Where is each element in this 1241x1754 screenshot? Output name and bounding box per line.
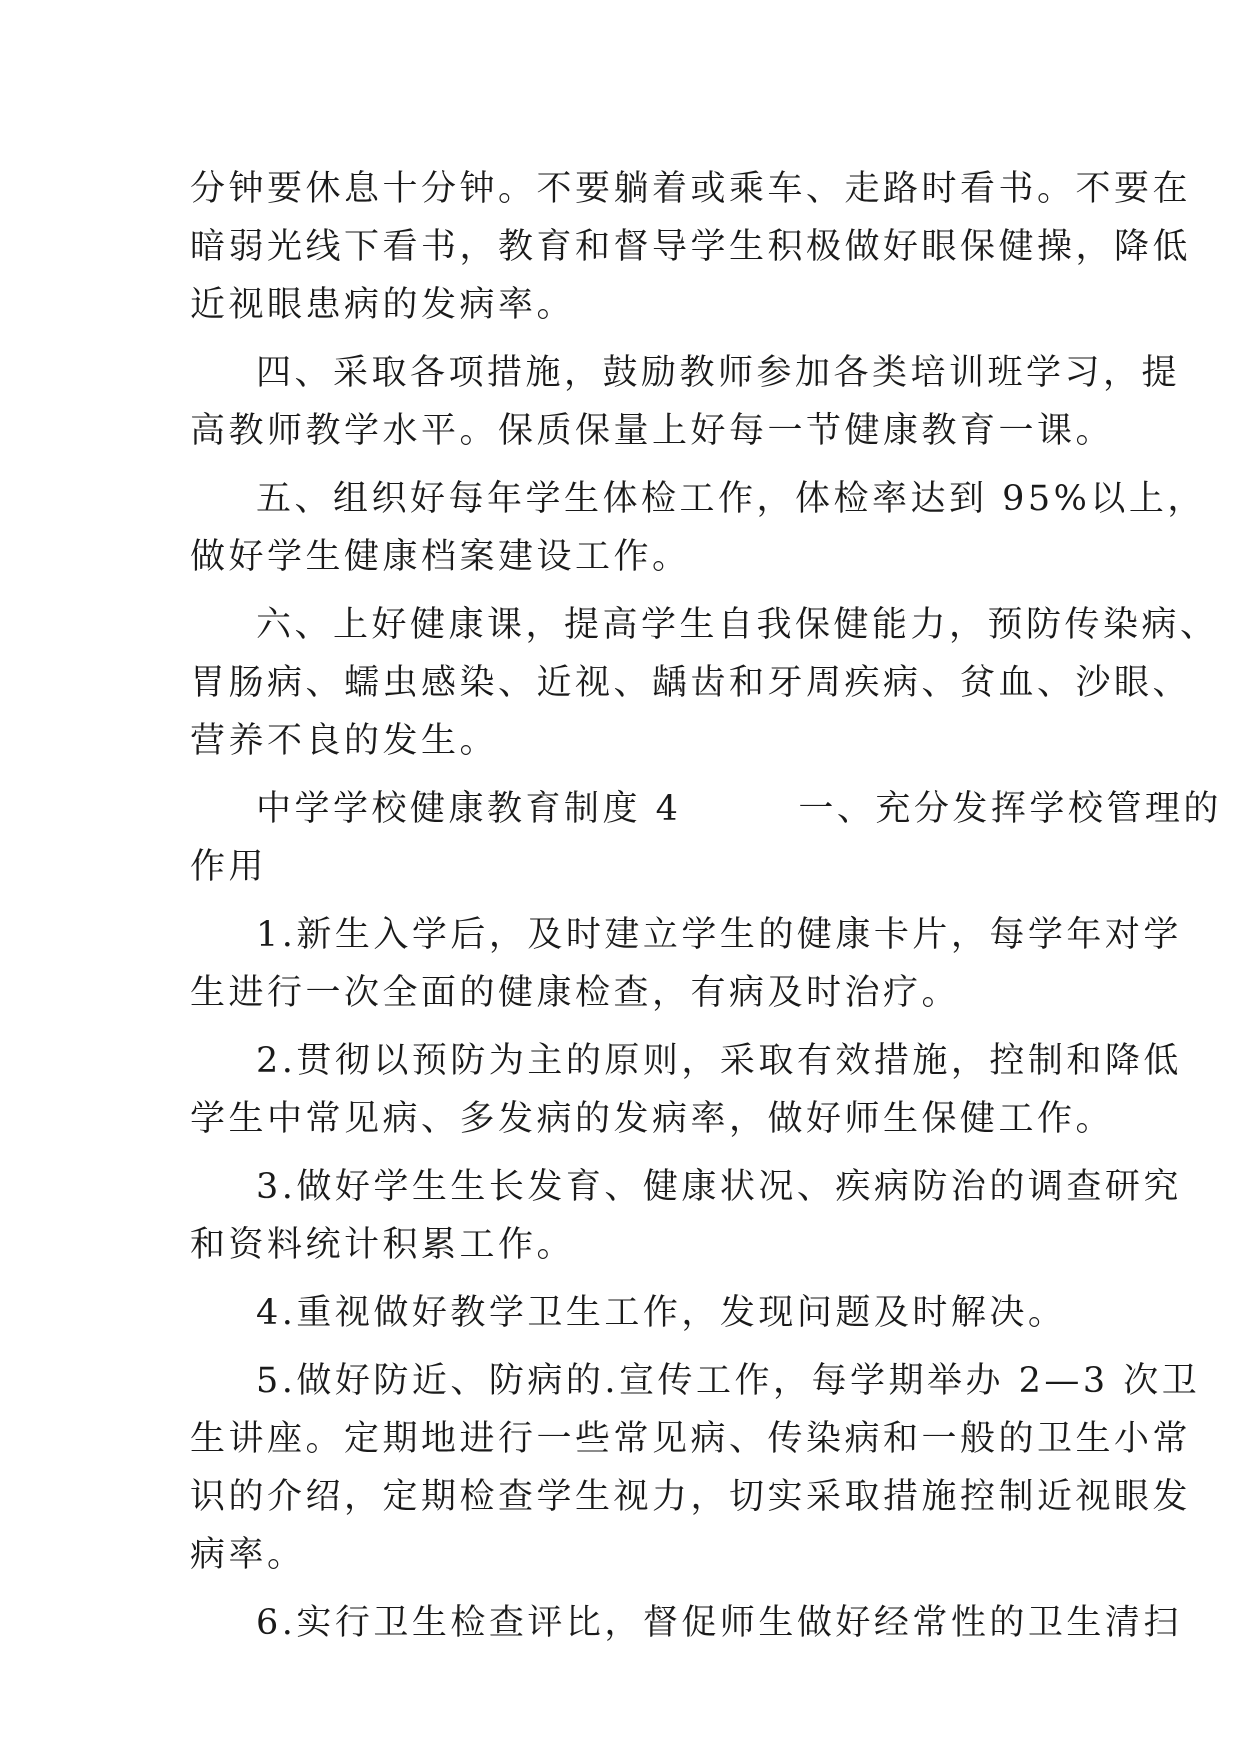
text-line: 生讲座。定期地进行一些常见病、传染病和一般的卫生小常 (190, 1419, 1192, 1459)
text-line: 胃肠病、蠕虫感染、近视、龋齿和牙周疾病、贫血、沙眼、 (190, 663, 1192, 703)
list-item-start-line: 5.做好防近、防病的.宣传工作，每学期举办 2—3 次卫 (256, 1361, 1201, 1401)
text-line: 近视眼患病的发病率。 (190, 285, 576, 325)
paragraph-start-line: 五、组织好每年学生体检工作，体检率达到 95%以上， (256, 479, 1206, 519)
text-line: 生进行一次全面的健康检查，有病及时治疗。 (190, 973, 961, 1013)
text-line: 作用 (190, 847, 268, 887)
text-line: 分钟要休息十分钟。不要躺着或乘车、走路时看书。不要在 (190, 169, 1192, 209)
document-text (190, 160, 1222, 1652)
list-item-start-line: 1.新生入学后，及时建立学生的健康卡片，每学年对学 (256, 915, 1182, 955)
text-line: 营养不良的发生。 (190, 721, 499, 761)
list-item-start-line: 3.做好学生生长发育、健康状况、疾病防治的调查研究 (256, 1167, 1182, 1207)
paragraph-start-line: 六、上好健康课，提高学生自我保健能力，预防传染病、 (256, 605, 1219, 645)
list-item-start-line: 2.贯彻以预防为主的原则，采取有效措施，控制和降低 (256, 1041, 1182, 1081)
text-line: 和资料统计积累工作。 (190, 1225, 576, 1265)
text-line: 高教师教学水平。保质保量上好每一节健康教育一课。 (190, 411, 1115, 451)
section-heading-line: 中学学校健康教育制度 4 一、充分发挥学校管理的 (256, 789, 1222, 829)
list-item-start-line: 4.重视做好教学卫生工作，发现问题及时解决。 (256, 1293, 1067, 1333)
text-line: 学生中常见病、多发病的发病率，做好师生保健工作。 (190, 1099, 1115, 1139)
text-line: 做好学生健康档案建设工作。 (190, 537, 691, 577)
text-line: 暗弱光线下看书，教育和督导学生积极做好眼保健操，降低 (190, 227, 1192, 267)
paragraph-start-line: 四、采取各项措施，鼓励教师参加各类培训班学习，提 (256, 353, 1181, 393)
text-line: 病率。 (190, 1535, 306, 1575)
text-line: 识的介绍，定期检查学生视力，切实采取措施控制近视眼发 (190, 1477, 1192, 1517)
list-item-start-line: 6.实行卫生检查评比，督促师生做好经常性的卫生清扫 (256, 1603, 1182, 1643)
